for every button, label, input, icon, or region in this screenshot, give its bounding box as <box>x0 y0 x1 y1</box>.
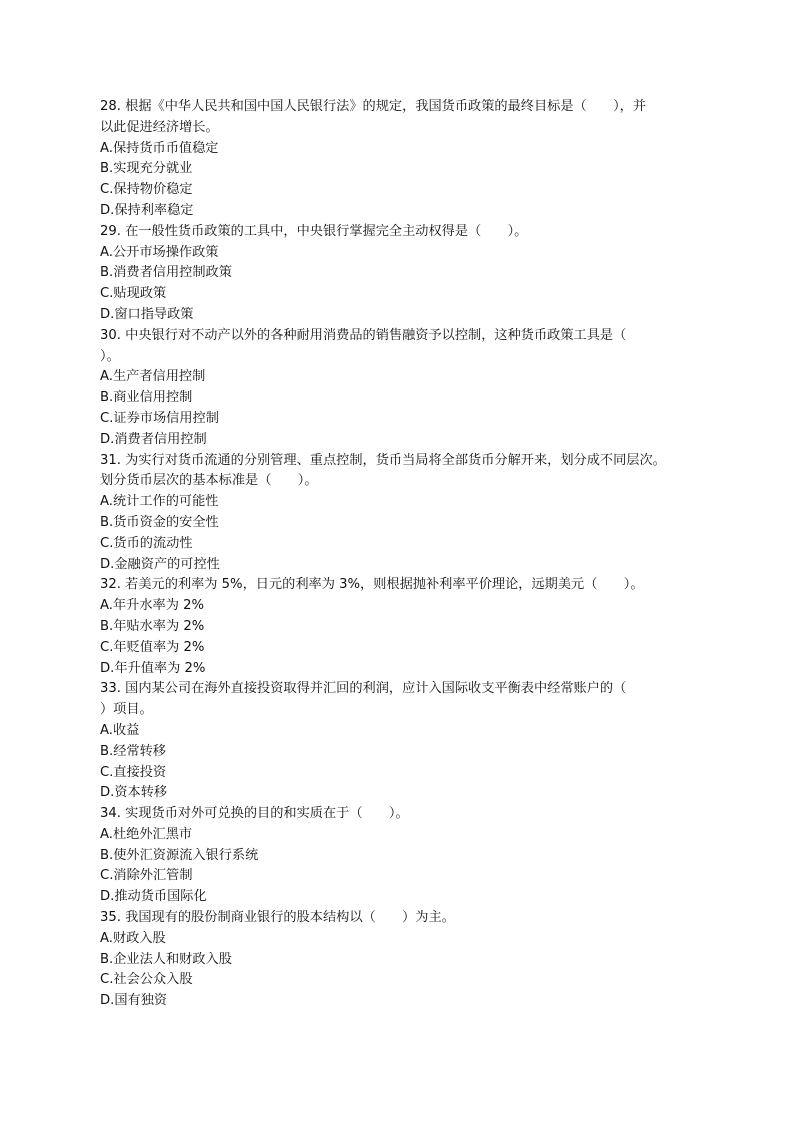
question-30 <box>100 326 700 451</box>
question-28 <box>100 97 700 222</box>
question-33 <box>100 679 700 804</box>
option-c: C.年贬值率为 2% <box>100 639 205 655</box>
option-c: C.贴现政策 <box>100 286 167 302</box>
question-29 <box>100 222 700 326</box>
option-b: B.企业法人和财政入股 <box>100 951 232 967</box>
option-d: D.年升值率为 2% <box>100 660 206 676</box>
option-d: D.资本转移 <box>100 785 168 801</box>
option-d: D.窗口指导政策 <box>100 306 194 322</box>
question-stem-line: 28. 根据《中华人民共和国中国人民银行法》的规定，我国货币政策的最终目标是（ ），并 <box>100 99 647 114</box>
option-b: B.年贴水率为 2% <box>100 618 205 634</box>
option-d: D.推动货币国际化 <box>100 889 207 905</box>
option-c: C.消除外汇管制 <box>100 868 193 884</box>
question-list <box>100 97 700 1012</box>
option-a: A.统计工作的可能性 <box>100 494 219 510</box>
option-c: C.保持物价稳定 <box>100 182 193 198</box>
question-32 <box>100 575 700 679</box>
option-c: C.货币的流动性 <box>100 535 193 551</box>
question-stem-line: ）项目。 <box>100 702 153 718</box>
option-b: B.使外汇资源流入银行系统 <box>100 847 259 863</box>
question-stem-line: ）。 <box>100 348 120 364</box>
question-34 <box>100 804 700 908</box>
question-stem-line: 29. 在一般性货币政策的工具中，中央银行掌握完全主动权得是（ ）。 <box>100 223 528 239</box>
option-a: A.杜绝外汇黑市 <box>100 826 193 842</box>
question-stem-line: 32. 若美元的利率为 5%，日元的利率为 3%，则根据抛补利率平价理论，远期美元（ ）。 <box>100 577 644 593</box>
option-a: A.收益 <box>100 722 140 738</box>
option-b: B.商业信用控制 <box>100 390 193 406</box>
option-c: C.直接投资 <box>100 764 167 780</box>
option-b: B.实现充分就业 <box>100 161 193 177</box>
option-c: C.社会公众入股 <box>100 972 193 988</box>
question-31 <box>100 451 700 576</box>
question-stem-line: 31. 为实行对货币流通的分别管理、重点控制，货币当局将全部货币分解开来，划分成不同层次。 <box>100 452 666 468</box>
question-stem-line: 34. 实现货币对外可兑换的目的和实质在于（ ）。 <box>100 806 409 822</box>
question-stem-line: 以此促进经济增长。 <box>100 119 219 135</box>
option-a: A.保持货币币值稳定 <box>100 140 219 156</box>
option-a: A.年升水率为 2% <box>100 598 205 614</box>
option-b: B.消费者信用控制政策 <box>100 265 232 281</box>
option-a: A.公开市场操作政策 <box>100 244 219 260</box>
option-a: A.生产者信用控制 <box>100 369 206 385</box>
question-stem-line: 划分货币层次的基本标准是（ ）。 <box>100 473 318 489</box>
question-stem-line: 30. 中央银行对不动产以外的各种耐用消费品的销售融资予以控制，这种货币政策工具是（ <box>100 327 627 343</box>
option-d: D.金融资产的可控性 <box>100 556 220 572</box>
option-d: D.消费者信用控制 <box>100 431 207 447</box>
question-stem-line: 33. 国内某公司在海外直接投资取得并汇回的利润，应计入国际收支平衡表中经常账户的（ <box>100 681 627 697</box>
option-d: D.国有独资 <box>100 993 168 1009</box>
question-stem-line: 35. 我国现有的股份制商业银行的股本结构以（ ）为主。 <box>100 910 455 926</box>
option-d: D.保持利率稳定 <box>100 202 194 218</box>
option-c: C.证券市场信用控制 <box>100 410 219 426</box>
question-35 <box>100 908 700 1012</box>
option-b: B.经常转移 <box>100 743 166 759</box>
option-b: B.货币资金的安全性 <box>100 514 219 530</box>
option-a: A.财政入股 <box>100 930 166 946</box>
